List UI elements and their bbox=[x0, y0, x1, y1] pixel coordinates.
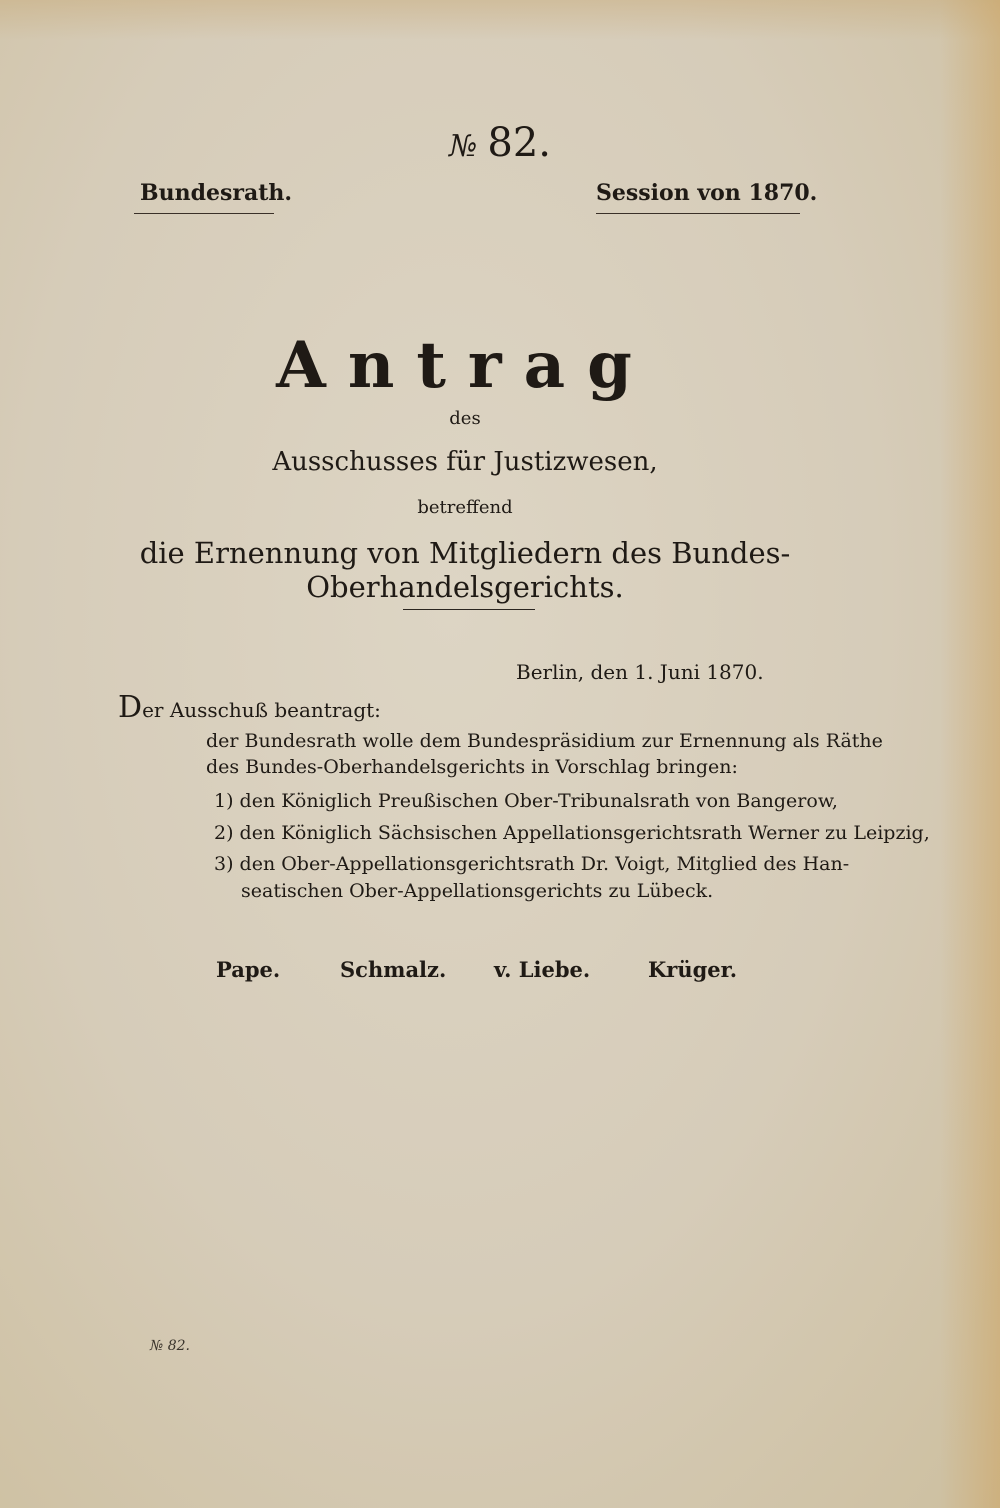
paper-edge-top bbox=[0, 0, 1000, 40]
list-item-continuation: seatischen Ober-Appellationsgerichts zu Lübeck. bbox=[241, 880, 714, 902]
number-value: 82. bbox=[487, 120, 551, 166]
intro-drop-cap: D bbox=[118, 690, 143, 725]
paper-edge-right bbox=[940, 0, 1000, 1508]
place-date: Berlin, den 1. Juni 1870. bbox=[516, 660, 764, 684]
document-title: Antrag bbox=[276, 328, 654, 403]
committee-name: Ausschusses für Justizwesen, bbox=[272, 447, 658, 477]
document-subject: die Ernennung von Mitgliedern des Bundes-Oberhandelsgerichts. bbox=[139, 536, 791, 604]
footer-number: № 82. bbox=[150, 1338, 190, 1354]
list-item: 3) den Ober-Appellationsgerichtsrath Dr. Voigt, Mitglied des Han- bbox=[214, 853, 850, 875]
signature-pape: Pape. bbox=[216, 957, 281, 982]
line-betreffend: betreffend bbox=[417, 497, 513, 518]
header-bundesrath: Bundesrath. bbox=[140, 180, 293, 206]
document-number bbox=[0, 120, 1000, 166]
intro-text: er Ausschuß beantragt: bbox=[142, 698, 381, 722]
header-right-underline bbox=[596, 213, 800, 214]
body-line: des Bundes-Oberhandelsgerichts in Vorschlag bringen: bbox=[206, 756, 738, 778]
header-session: Session von 1870. bbox=[596, 180, 818, 206]
body-line: der Bundesrath wolle dem Bundespräsidium zur Ernennung als Räthe bbox=[206, 730, 883, 752]
signature-schmalz: Schmalz. bbox=[340, 957, 447, 982]
line-des: des bbox=[449, 408, 481, 429]
list-item: 2) den Königlich Sächsischen Appellationsgerichtsrath Werner zu Leipzig, bbox=[214, 822, 930, 844]
signature-krueger: Krüger. bbox=[648, 957, 738, 982]
intro-line bbox=[118, 690, 381, 725]
list-item: 1) den Königlich Preußischen Ober-Tribunalsrath von Bangerow, bbox=[214, 790, 838, 812]
signature-liebe: v. Liebe. bbox=[494, 957, 591, 982]
section-divider bbox=[403, 609, 535, 610]
header-left-underline bbox=[134, 213, 274, 214]
number-symbol: № bbox=[448, 129, 478, 164]
